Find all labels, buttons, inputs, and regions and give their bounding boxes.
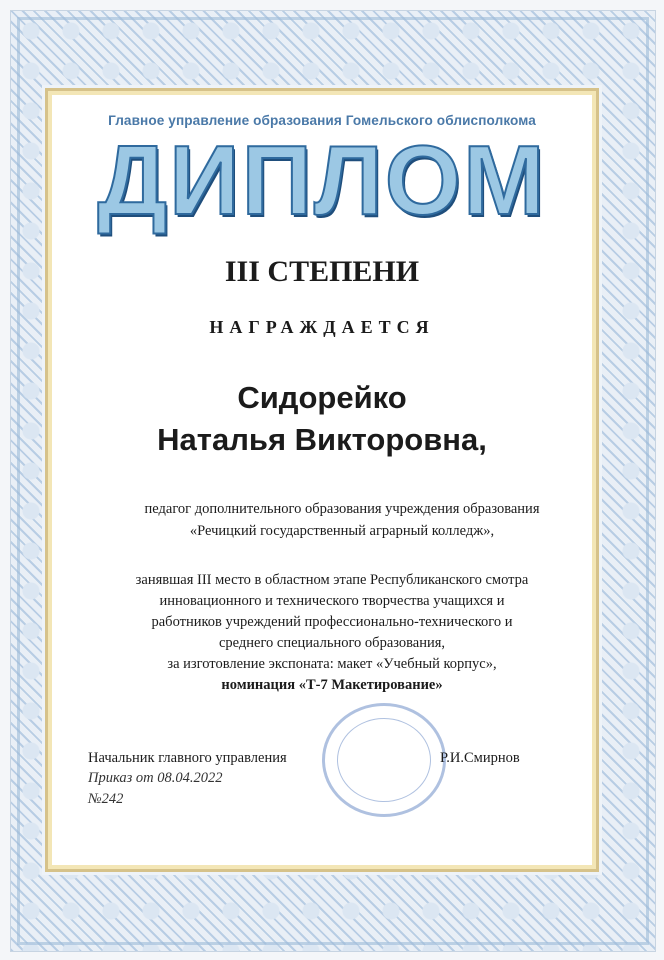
award-reason [72,570,592,696]
position-line: педагог дополнительного образования учреждения образования [144,501,540,517]
reason-line: среднего специального образования, [218,635,446,651]
reason-line: за изготовление экспоната: макет «Учебный корпус», [167,656,497,672]
recipient-position [92,498,592,542]
reason-line: занявшая III место в областном этапе Республиканского смотра [135,572,529,588]
issuer-heading: Главное управление образования Гомельского облисполкома [108,113,536,128]
degree-label: III СТЕПЕНИ [224,255,420,288]
recipient-surname: Сидорейко [237,380,407,415]
signatory-title: Начальник главного управления [88,750,287,766]
recipient-given-names: Наталья Викторовна, [157,422,487,457]
diploma-title: ДИПЛОМ [97,125,547,235]
nomination-line: номинация «Т-7 Макетирование» [221,677,443,693]
signatory-name: Р.И.Смирнов [440,750,520,766]
order-reference [88,768,223,810]
awarded-label: НАГРАЖДАЕТСЯ [209,317,435,337]
reason-line: работников учреждений профессионально-технического и [151,614,513,630]
official-stamp [322,703,446,817]
order-number: №242 [88,791,124,807]
diploma-body [52,95,592,865]
order-date: Приказ от 08.04.2022 [88,770,223,786]
recipient-name [52,377,592,461]
reason-line: инновационного и технического творчества учащихся и [159,593,505,609]
position-line: «Речицкий государственный аграрный колледж», [189,523,495,539]
